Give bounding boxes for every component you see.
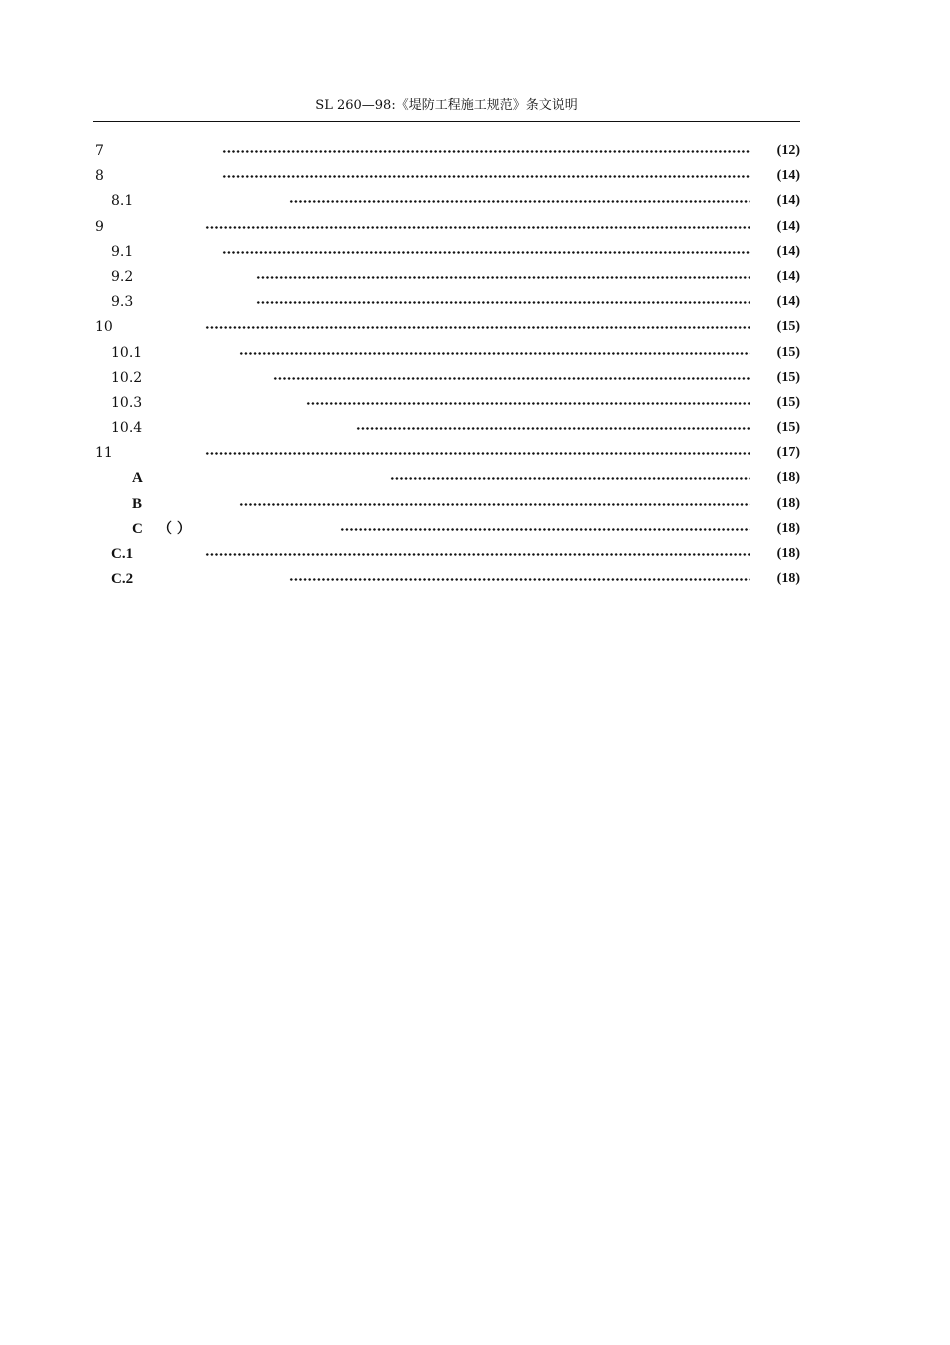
toc-entry-page: (15)	[776, 369, 800, 385]
dot-leader	[289, 200, 750, 203]
toc-entry-page: (14)	[776, 268, 800, 284]
dot-leader	[306, 402, 750, 405]
dot-leader	[205, 326, 750, 329]
toc-entry[interactable]	[93, 390, 800, 415]
dot-leader	[222, 175, 750, 178]
toc-entry-number: C.2	[111, 571, 134, 588]
toc-entry-title: （ ）	[158, 520, 191, 537]
dot-leader	[273, 377, 750, 380]
toc-entry-page: (15)	[776, 420, 800, 436]
dot-leader	[340, 528, 750, 531]
toc-entry[interactable]	[93, 541, 800, 566]
toc-entry-number: 10.2	[111, 369, 143, 386]
toc-entry-page: (14)	[776, 294, 800, 310]
toc-entry-number: A	[132, 470, 143, 487]
dot-leader	[256, 276, 750, 279]
toc-entry-page: (18)	[776, 520, 800, 536]
dot-leader	[256, 301, 750, 304]
toc-entry-number: 8	[95, 168, 104, 185]
toc-entry-page: (14)	[776, 193, 800, 209]
dot-leader	[222, 251, 750, 254]
toc-entry[interactable]	[93, 440, 800, 465]
header-rule	[93, 121, 800, 122]
toc-entry-page: (15)	[776, 319, 800, 335]
dot-leader	[239, 503, 750, 506]
toc-entry[interactable]	[93, 138, 800, 163]
toc-entry-number: 9.1	[111, 243, 134, 260]
toc-entry-number: 10	[95, 319, 113, 336]
toc-entry-number: 8.1	[111, 193, 134, 210]
toc-entry[interactable]	[93, 188, 800, 213]
toc-entry[interactable]	[93, 289, 800, 314]
toc-entry-page: (18)	[776, 470, 800, 486]
toc-entry[interactable]	[93, 264, 800, 289]
table-of-contents	[93, 138, 800, 591]
toc-entry-page: (15)	[776, 394, 800, 410]
toc-entry[interactable]	[93, 214, 800, 239]
toc-entry[interactable]	[93, 314, 800, 339]
toc-entry[interactable]	[93, 340, 800, 365]
toc-entry[interactable]	[93, 365, 800, 390]
toc-entry-number: 7	[95, 143, 104, 159]
dot-leader	[205, 553, 750, 556]
toc-entry-page: (14)	[776, 218, 800, 234]
dot-leader	[239, 352, 750, 355]
toc-entry[interactable]	[93, 239, 800, 264]
dot-leader	[222, 150, 750, 153]
toc-entry[interactable]	[93, 491, 800, 516]
toc-entry-page: (18)	[776, 495, 800, 511]
toc-entry-number: B	[132, 495, 143, 512]
toc-entry-number: 9	[95, 218, 104, 235]
toc-entry-number: 11	[95, 445, 113, 462]
toc-entry[interactable]	[93, 516, 800, 541]
toc-entry-number: 10.4	[111, 420, 143, 437]
toc-entry-number: 10.3	[111, 394, 143, 411]
toc-entry-number: C.1	[111, 546, 134, 562]
toc-entry-number: C	[132, 520, 143, 537]
toc-entry-page: (18)	[776, 546, 800, 561]
toc-entry[interactable]	[93, 415, 800, 440]
toc-entry-page: (12)	[776, 143, 800, 158]
dot-leader	[205, 226, 750, 229]
toc-entry-number: 9.2	[111, 268, 134, 285]
toc-entry-page: (14)	[776, 243, 800, 259]
dot-leader	[390, 477, 750, 480]
toc-entry-number: 9.3	[111, 294, 134, 311]
dot-leader	[289, 578, 750, 581]
toc-entry[interactable]	[93, 465, 800, 490]
dot-leader	[205, 452, 750, 455]
dot-leader	[356, 427, 750, 430]
toc-entry-page: (14)	[776, 168, 800, 184]
toc-entry-page: (15)	[776, 344, 800, 360]
toc-entry-number: 10.1	[111, 344, 143, 361]
toc-entry-page: (18)	[776, 571, 800, 587]
toc-entry[interactable]	[93, 566, 800, 591]
running-header: SL 260—98:《堤防工程施工规范》条文说明	[315, 98, 578, 113]
toc-entry[interactable]	[93, 163, 800, 188]
toc-entry-page: (17)	[776, 445, 800, 461]
